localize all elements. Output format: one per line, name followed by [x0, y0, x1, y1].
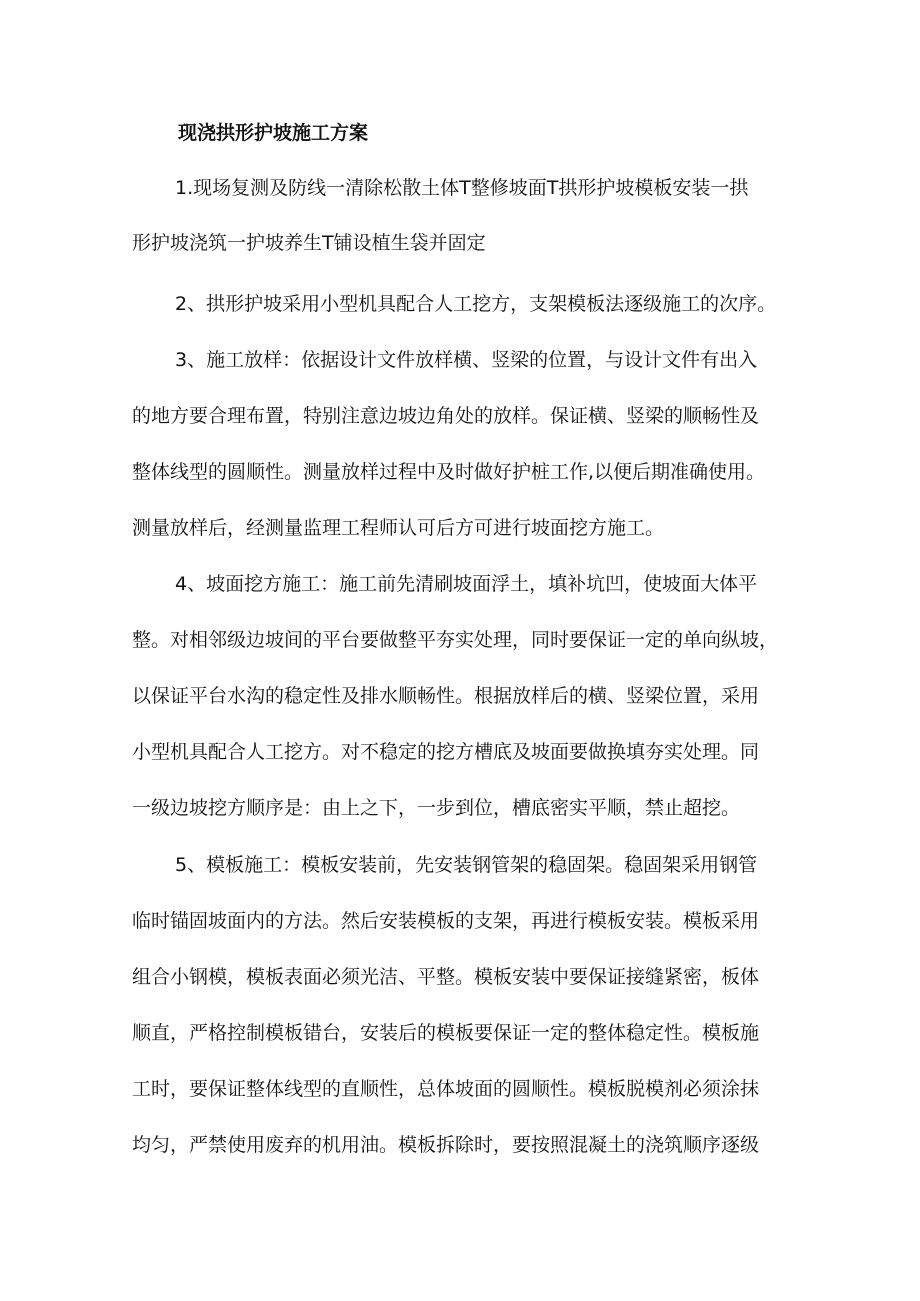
text-line-step-5-cont-1: 临时锚固坡面内的方法。然后安装模板的支架，再进行模板安装。模板采用 — [132, 910, 760, 932]
text-line-step-4: 4、坡面挖方施工：施工前先清刷坡面浮土，填补坑凹，使坡面大体平 — [175, 573, 758, 595]
text-line-step-5: 5、模板施工：模板安装前，先安装钢管架的稳固架。稳固架采用钢管 — [175, 854, 758, 876]
text-line-step-4-cont-3: 小型机具配合人工挖方。对不稳定的挖方槽底及坡面要做换填夯实处理。同 — [132, 741, 760, 763]
text-line-step-4-cont-2: 以保证平台水沟的稳定性及排水顺畅性。根据放样后的横、竖梁位置，采用 — [132, 685, 760, 707]
text-line-step-4-cont-4: 一级边坡挖方顺序是：由上之下，一步到位，槽底密实平顺，禁止超挖。 — [132, 797, 741, 819]
text-line-step-3: 3、施工放样：依据设计文件放样横、竖梁的位置，与设计文件有出入 — [175, 349, 758, 371]
text-line-step-1-cont: 形护坡浇筑一护坡养生T铺设植生袋并固定 — [132, 232, 486, 254]
text-line-step-3-cont-3: 测量放样后，经测量监理工程师认可后方可进行坡面挖方施工。 — [132, 517, 665, 539]
document-title: 现浇拱形护坡施工方案 — [178, 122, 369, 144]
text-line-step-5-cont-4: 工时，要保证整体线型的直顺性，总体坡面的圆顺性。模板脱模剂必须涂抹 — [132, 1078, 760, 1100]
text-line-step-2: 2、拱形护坡采用小型机具配合人工挖方，支架模板法逐级施工的次序。 — [175, 293, 777, 315]
text-line-step-3-cont-2: 整体线型的圆顺性。测量放样过程中及时做好护桩工作,以便后期准确使用。 — [132, 461, 766, 483]
text-line-step-5-cont-2: 组合小钢模，模板表面必须光洁、平整。模板安装中要保证接缝紧密，板体 — [132, 966, 760, 988]
text-line-step-1: 1.现场复测及防线一清除松散土体T整修坡面T拱形护坡模板安装一拱 — [175, 177, 749, 199]
text-line-step-3-cont-1: 的地方要合理布置，特别注意边坡边角处的放样。保证横、竖梁的顺畅性及 — [132, 405, 760, 427]
text-line-step-4-cont-1: 整。对相邻级边坡间的平台要做整平夯实处理，同时要保证一定的单向纵坡， — [132, 629, 779, 651]
text-line-step-5-cont-3: 顺直，严格控制模板错台，安装后的模板要保证一定的整体稳定性。模板施 — [132, 1022, 760, 1044]
text-line-step-5-cont-5: 均匀，严禁使用废弃的机用油。模板拆除时，要按照混凝土的浇筑顺序逐级 — [132, 1134, 760, 1156]
